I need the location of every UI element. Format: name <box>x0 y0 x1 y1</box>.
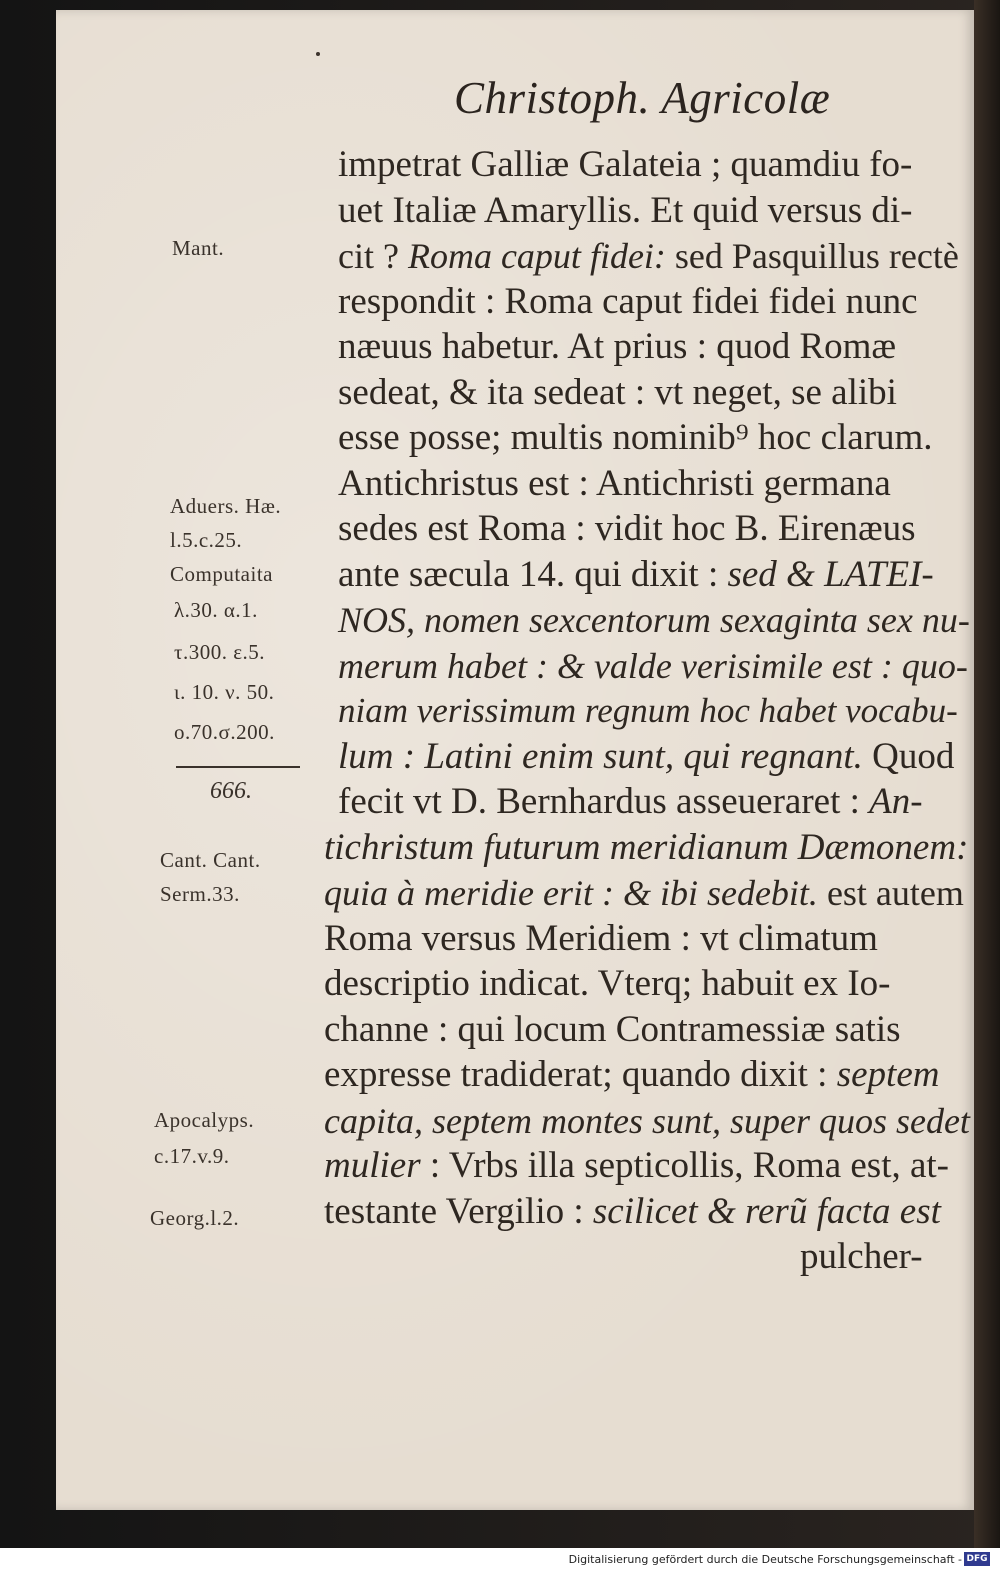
margin-note-mant: Mant. <box>172 236 225 260</box>
text-line <box>338 506 972 552</box>
roman-span: fecit vt D. Bernhardus asseueraret : <box>338 781 870 822</box>
margin-note-cant-2: Serm.33. <box>160 882 240 906</box>
text-line <box>324 1143 972 1189</box>
margin-note-computa-2: λ.30. α.1. <box>174 598 258 622</box>
text-line <box>338 597 972 643</box>
roman-span: Quod <box>862 735 955 777</box>
margin-note-computa-4: ι. 10. ν. 50. <box>174 680 275 704</box>
roman-span: esse posse; multis nominib⁹ hoc clarum. <box>338 417 933 458</box>
italic-span: mulier <box>324 1145 421 1186</box>
text-line <box>338 370 972 416</box>
italic-span: septem <box>836 1054 940 1095</box>
italic-span: tichristum futurum meridianum Dæmonem: <box>324 826 969 868</box>
roman-span: : Vrbs illa septicollis, Roma est, at- <box>420 1145 949 1186</box>
margin-note-computa-5: ο.70.σ.200. <box>174 720 275 744</box>
text-line <box>324 1098 972 1144</box>
roman-span: ante sæcula 14. qui dixit : <box>338 553 728 595</box>
italic-span: quia à meridie erit : & ibi sedebit. <box>324 873 818 913</box>
italic-span: Roma caput fidei: <box>407 236 666 276</box>
text-line <box>324 1007 972 1053</box>
text-line <box>338 324 972 370</box>
margin-note-apoc-1: Apocalyps. <box>154 1108 255 1132</box>
text-line <box>338 734 972 780</box>
italic-span: merum habet : & valde verisimile est : quo- <box>338 645 968 686</box>
roman-span: Roma versus Meridiem : vt climatum <box>324 917 878 959</box>
roman-span: est autem <box>817 873 964 913</box>
roman-span: uet Italiæ Amaryllis. Et quid versus di- <box>338 189 913 231</box>
text-line <box>324 1189 972 1235</box>
text-line <box>324 1052 972 1098</box>
text-line <box>338 779 972 825</box>
text-line <box>338 188 972 234</box>
text-line <box>324 870 972 916</box>
sum-rule <box>176 766 300 768</box>
text-line <box>338 233 972 279</box>
text-line <box>338 688 972 734</box>
margin-note-sum: 666. <box>210 778 252 804</box>
text-line <box>338 461 972 507</box>
italic-span: niam verissimum regnum hoc habet vocabu- <box>338 691 958 730</box>
margin-note-apoc-2: c.17.v.9. <box>154 1144 230 1168</box>
roman-span: descriptio indicat. Vterq; habuit ex Io- <box>324 963 891 1004</box>
text-line <box>324 961 972 1007</box>
text-line <box>338 142 972 188</box>
text-line <box>324 825 972 871</box>
text-line <box>338 279 972 325</box>
roman-span: cit ? <box>338 236 408 276</box>
running-title: Christoph. Agricolæ <box>454 73 831 123</box>
text-line <box>338 415 972 461</box>
roman-span: sedeat, & ita sedeat : vt neget, se alibi <box>338 371 897 413</box>
italic-span: An- <box>869 781 923 822</box>
roman-span: sedes est Roma : vidit hoc B. Eirenæus <box>338 508 916 549</box>
italic-span: scilicet & rerũ facta est <box>592 1190 941 1232</box>
footer-credit: Digitalisierung gefördert durch die Deutsche Forschungsgemeinschaft - <box>568 1553 962 1566</box>
text-line <box>338 643 972 689</box>
page-speck <box>316 52 320 56</box>
roman-span: expresse tradiderat; quando dixit : <box>324 1054 837 1095</box>
roman-span: impetrat Galliæ Galateia ; quamdiu fo- <box>338 144 913 185</box>
roman-span: pulcher- <box>800 1236 923 1277</box>
roman-span: sed Pasquillus rectè <box>665 236 959 276</box>
text-line <box>324 916 972 962</box>
margin-note-georg: Georg.l.2. <box>150 1206 240 1230</box>
text-line <box>800 1234 923 1280</box>
roman-span: respondit : Roma caput fidei fidei nunc <box>338 280 918 322</box>
text-line <box>338 552 972 598</box>
roman-span: næuus habetur. At prius : quod Romæ <box>338 326 897 367</box>
roman-span: testante Vergilio : <box>324 1190 593 1232</box>
margin-note-aduers-1: Aduers. Hæ. <box>170 494 282 518</box>
dfg-logo: DFG <box>964 1552 990 1566</box>
italic-span: sed & LATEI- <box>727 553 934 595</box>
italic-span: lum : Latini enim sunt, qui regnant. <box>338 735 863 777</box>
italic-span: NOS, nomen sexcentorum sexaginta sex nu- <box>338 600 970 640</box>
roman-span: channe : qui locum Contramessiæ satis <box>324 1008 901 1050</box>
italic-span: capita, septem montes sunt, super quos sedet <box>324 1100 970 1141</box>
margin-note-aduers-2: l.5.c.25. <box>170 528 243 552</box>
roman-span: Antichristus est : Antichristi germana <box>338 462 891 504</box>
book-edge <box>974 0 1000 1548</box>
margin-note-computa-3: τ.300. ε.5. <box>174 640 266 664</box>
margin-note-computa-1: Computaita <box>170 562 273 586</box>
margin-note-cant-1: Cant. Cant. <box>160 848 261 872</box>
